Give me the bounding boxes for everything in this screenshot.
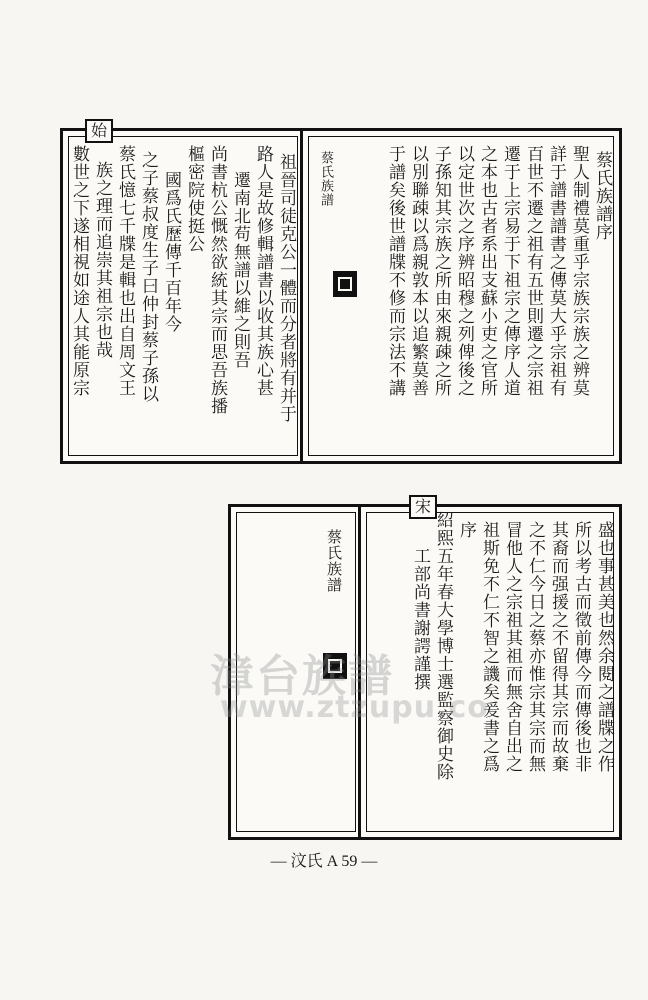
text-column: 百世不遷之祖有五世則遷之宗祖 [523,145,543,397]
text-column: 之本也古者系出支蘇小吏之官所 [477,145,497,397]
text-column: 于譜矣後世譜牒不修而宗法不講 [385,145,405,397]
text-column: 工部尚書謝諤謹撰 [410,547,430,691]
watermark-url: www.ztzupu.co [220,690,489,725]
text-column: 遷于上宗易于下祖宗之傳序人道 [500,145,520,397]
text-column: 蔡氏憶七千牒是輯也出自周文王 [115,145,135,397]
text-column: 祖斯免不仁不智之譏矣爰書之爲 [479,521,499,773]
text-column: 路人是故修輯譜書以收其族心甚 [253,145,273,397]
spine-label: 蔡氏族譜 [325,529,343,593]
text-column: 詳于譜書譜書之傳莫大乎宗祖有 [546,145,566,397]
upper-right-page [300,128,622,464]
text-column: 聖人制禮莫重乎宗族宗族之辨莫 [569,145,589,397]
text-column: 樞密院使挺公 [184,145,204,253]
text-column: 之子蔡叔度生子曰仲封蔡子孫以 [138,151,158,403]
upper-left-tab: 始 [85,119,113,143]
text-column: 所以考古而徵前傳今而傳後也非 [571,521,591,773]
text-column: 紹熙五年春大學博士選監察御史除 [433,511,453,781]
text-column: 尚書杭公慨然欲統其宗而思吾族播 [207,145,227,415]
text-column: 盛也事甚美也然余閱之譜牒之作 [594,521,614,773]
text-column: 數世之下遂相視如途人其能原宗 [69,145,89,397]
text-column: 遷南北苟無譜以維之則吾 [230,171,250,369]
text-column: 冒他人之宗祖其祖而無舍自出之 [502,521,522,773]
page-number: — 汶氏 A 59 — [270,853,378,870]
watermark-text: 漳台族譜 [210,651,394,702]
spine-label: 蔡氏族譜 [318,151,333,207]
text-column: 族之理而追崇其祖宗也哉 [92,161,112,359]
upper-left-page [60,121,306,464]
text-column: 以別聯疎以爲親敦本以追繁莫善 [408,145,428,397]
text-column: 國爲氏歷傳千百年今 [161,171,181,333]
text-column: 祖晉司徒克公一體而分者將有并于 [276,153,296,423]
preface-title: 蔡氏族譜序 [592,151,612,241]
text-column: 其裔而强援之不留得其宗而故棄 [548,521,568,773]
spine-fishtail-mark [333,271,357,297]
text-column: 序 [456,521,476,539]
text-column: 子孫知其宗族之所由來親疎之所 [431,145,451,397]
lower-right-tab: 宋 [409,495,437,519]
text-column: 以定世次之序辨昭穆之列俾後之 [454,145,474,397]
lower-right-page [358,497,622,840]
text-column: 之不仁今日之蔡亦惟宗其宗而無 [525,521,545,773]
